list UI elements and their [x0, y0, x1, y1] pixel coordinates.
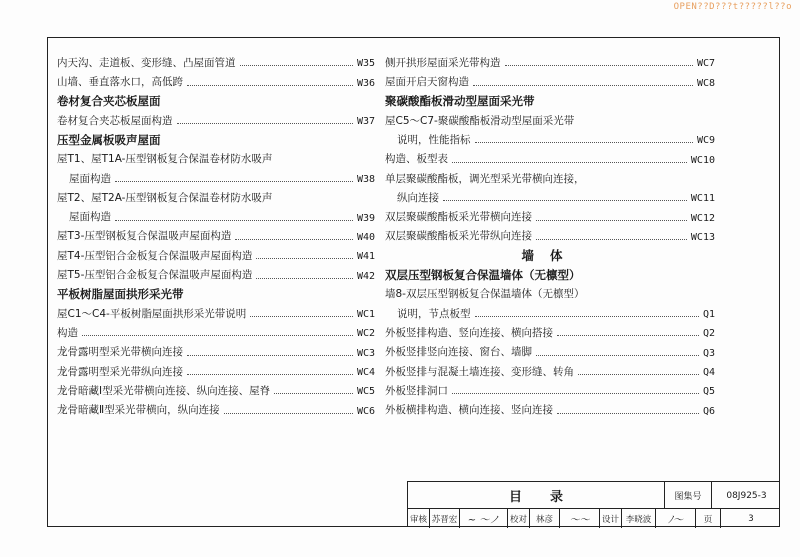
toc-entry — [385, 108, 715, 127]
section-heading — [385, 262, 715, 281]
entry-title: 聚碳酸酯板滑动型屋面采光带 — [385, 94, 535, 109]
drawing-code: WC11 — [690, 193, 715, 205]
entry-title: 说明，性能指标 — [397, 133, 471, 146]
toc-entry — [385, 50, 715, 69]
entry-title: 侧开拱形屋面采光带构造 — [385, 56, 501, 69]
drawing-code: W37 — [356, 116, 375, 128]
toc-entry — [385, 378, 715, 397]
entry-title: 龙骨露明型采光带横向连接 — [57, 346, 183, 359]
toc-entry — [57, 146, 375, 165]
signature-row — [408, 509, 780, 528]
toc-entry — [385, 301, 715, 320]
drawing-code: Q4 — [702, 367, 715, 379]
designer-signature — [656, 509, 696, 528]
page-number: 3 — [748, 513, 754, 524]
atlas-number: 08J925-3 — [711, 482, 781, 509]
dot-leader — [235, 239, 353, 240]
dot-leader — [557, 335, 699, 336]
entry-title: 卷材复合夹芯板屋面构造 — [57, 114, 173, 127]
design-label: 设计 — [600, 509, 622, 528]
drawing-code: WC2 — [356, 328, 375, 340]
toc-entry — [57, 69, 375, 88]
reviewer-signature — [460, 509, 508, 528]
entry-title: 外板竖排洞口 — [385, 384, 448, 397]
drawing-code: W36 — [356, 77, 375, 89]
drawing-code: WC4 — [356, 367, 375, 379]
toc-entry — [385, 69, 715, 88]
signature-mark: ~ 〜ノ — [467, 515, 500, 526]
drawing-code: W41 — [356, 251, 375, 263]
entry-title: 墙8-双层压型钢板复合保温墙体（无檩型） — [385, 288, 585, 301]
entry-title: 双层聚碳酸酯板采光带横向连接 — [385, 211, 532, 224]
dot-leader — [452, 162, 687, 163]
dot-leader — [475, 316, 699, 317]
entry-title: 屋T1、屋T1A-压型钢板复合保温卷材防水吸声 — [57, 153, 273, 166]
title-block — [407, 481, 780, 527]
entry-title: 内天沟、走道板、变形缝、凸屋面管道 — [57, 56, 236, 69]
drawing-code: W40 — [356, 231, 375, 243]
page-label: 页 — [696, 509, 721, 528]
checker-signature — [560, 509, 600, 528]
toc-entry — [385, 146, 715, 165]
drawing-code: WC6 — [356, 405, 375, 417]
drawing-code: W39 — [356, 212, 375, 224]
drawing-code: W38 — [356, 174, 375, 186]
drawing-code: WC8 — [696, 77, 715, 89]
entry-title: 墙体 — [521, 247, 579, 263]
entry-title: 屋面构造 — [69, 172, 111, 185]
drawing-code: Q5 — [702, 386, 715, 398]
entry-title: 山墙、垂直落水口，高低跨 — [57, 76, 183, 89]
toc-right-column — [385, 50, 715, 417]
toc-entry — [385, 166, 715, 185]
toc-entry — [57, 397, 375, 416]
entry-title: 屋T4-压型铝合金板复合保温吸声屋面构造 — [57, 249, 253, 262]
dot-leader — [187, 85, 353, 86]
drawing-code: W42 — [356, 270, 375, 282]
toc-entry — [385, 204, 715, 223]
entry-title: 外板竖排竖向连接、窗台、墙脚 — [385, 346, 532, 359]
toc-entry — [57, 166, 375, 185]
dot-leader — [187, 374, 353, 375]
toc-entry — [57, 301, 375, 320]
entry-title: 屋面开启天窗构造 — [385, 76, 469, 89]
toc-entry — [57, 378, 375, 397]
toc-entry — [57, 243, 375, 262]
dot-leader — [536, 239, 687, 240]
entry-title: 屋面构造 — [69, 211, 111, 224]
toc-entry — [57, 50, 375, 69]
dot-leader — [187, 355, 353, 356]
entry-title: 龙骨暗藏Ⅱ型采光带横向，纵向连接 — [57, 404, 220, 417]
dot-leader — [224, 413, 353, 414]
dot-leader — [536, 220, 687, 221]
section-heading — [57, 127, 375, 146]
section-heading — [57, 282, 375, 301]
toc-entry — [57, 262, 375, 281]
dot-leader — [475, 142, 693, 143]
entry-title: 单层聚碳酸酯板，调光型采光带横向连接， — [385, 172, 585, 185]
dot-leader — [557, 413, 699, 414]
toc-entry — [385, 397, 715, 416]
drawing-code: WC3 — [356, 347, 375, 359]
entry-title: 外板横排构造、横向连接、竖向连接 — [385, 404, 553, 417]
drawing-code: WC12 — [690, 212, 715, 224]
toc-entry — [385, 224, 715, 243]
toc-entry — [385, 185, 715, 204]
drawing-code: WC7 — [696, 58, 715, 70]
drawing-code: WC13 — [690, 231, 715, 243]
dot-leader — [578, 374, 699, 375]
dot-leader — [115, 181, 353, 182]
toc-entry — [57, 359, 375, 378]
dot-leader — [82, 335, 353, 336]
entry-title: 说明，节点板型 — [397, 307, 471, 320]
drawing-code: WC9 — [696, 135, 715, 147]
signature-mark: ﾉ〜 — [668, 515, 683, 526]
page-title: 目录 — [508, 490, 591, 505]
drawing-code: WC5 — [356, 386, 375, 398]
drawing-code: Q6 — [702, 405, 715, 417]
check-label: 校对 — [508, 509, 530, 528]
drawing-code: Q1 — [702, 309, 715, 321]
review-label: 审核 — [408, 509, 430, 528]
dot-leader — [536, 355, 699, 356]
entry-title: 屋T5-压型铝合金板复合保温吸声屋面构造 — [57, 269, 253, 282]
drawing-code: WC10 — [690, 154, 715, 166]
dot-leader — [256, 258, 353, 259]
toc-entry — [57, 185, 375, 204]
toc-entry — [57, 224, 375, 243]
section-heading — [57, 89, 375, 108]
toc-entry — [385, 359, 715, 378]
toc-entry — [385, 339, 715, 358]
entry-title: 卷材复合夹芯板屋面 — [57, 94, 161, 109]
checker-name: 林彦 — [530, 509, 560, 528]
dot-leader — [473, 85, 693, 86]
entry-title: 外板竖排构造、竖向连接、横向搭接 — [385, 326, 553, 339]
toc-entry — [57, 108, 375, 127]
toc-entry — [385, 282, 715, 301]
entry-title: 屋C1～C4-平板树脂屋面拱形采光带说明 — [57, 307, 247, 320]
drawing-code: W35 — [356, 58, 375, 70]
dot-leader — [505, 65, 693, 66]
entry-title: 屋T3-压型钢板复合保温吸声屋面构造 — [57, 230, 232, 243]
toc-entry — [385, 320, 715, 339]
entry-title: 构造、板型表 — [385, 153, 448, 166]
category-heading — [385, 243, 715, 262]
atlas-label: 图集号 — [664, 482, 711, 509]
section-heading — [385, 89, 715, 108]
watermark: OPEN??D???t?????l??o — [673, 2, 792, 12]
dot-leader — [250, 316, 353, 317]
entry-title: 双层压型钢板复合保温墙体（无檩型） — [385, 267, 581, 282]
entry-title: 屋C5～C7-聚碳酸酯板滑动型屋面采光带 — [385, 114, 575, 127]
drawing-code: Q2 — [702, 328, 715, 340]
entry-title: 屋T2、屋T2A-压型钢板复合保温卷材防水吸声 — [57, 191, 273, 204]
entry-title: 龙骨暗藏Ⅰ型采光带横向连接、纵向连接、屋脊 — [57, 384, 271, 397]
reviewer-name: 苏晋宏 — [430, 509, 460, 528]
dot-leader — [177, 123, 353, 124]
signature-mark: 〜〜 — [569, 515, 590, 526]
dot-leader — [240, 65, 353, 66]
entry-title: 纵向连接 — [397, 191, 439, 204]
toc-entry — [57, 339, 375, 358]
drawing-code: Q3 — [702, 347, 715, 359]
toc-entry — [57, 204, 375, 223]
entry-title: 双层聚碳酸酯板采光带纵向连接 — [385, 230, 532, 243]
entry-title: 压型金属板吸声屋面 — [57, 132, 161, 147]
dot-leader — [452, 393, 699, 394]
dot-leader — [115, 220, 353, 221]
designer-name: 李晓波 — [622, 509, 656, 528]
entry-title: 外板竖排与混凝土墙连接、变形缝、转角 — [385, 365, 574, 378]
toc-entry — [385, 127, 715, 146]
entry-title: 平板树脂屋面拱形采光带 — [57, 287, 184, 302]
entry-title: 龙骨露明型采光带纵向连接 — [57, 365, 183, 378]
toc-entry — [57, 320, 375, 339]
drawing-code: WC1 — [356, 309, 375, 321]
dot-leader — [274, 393, 353, 394]
toc-left-column — [57, 50, 375, 417]
dot-leader — [256, 278, 353, 279]
dot-leader — [443, 200, 687, 201]
entry-title: 构造 — [57, 326, 78, 339]
